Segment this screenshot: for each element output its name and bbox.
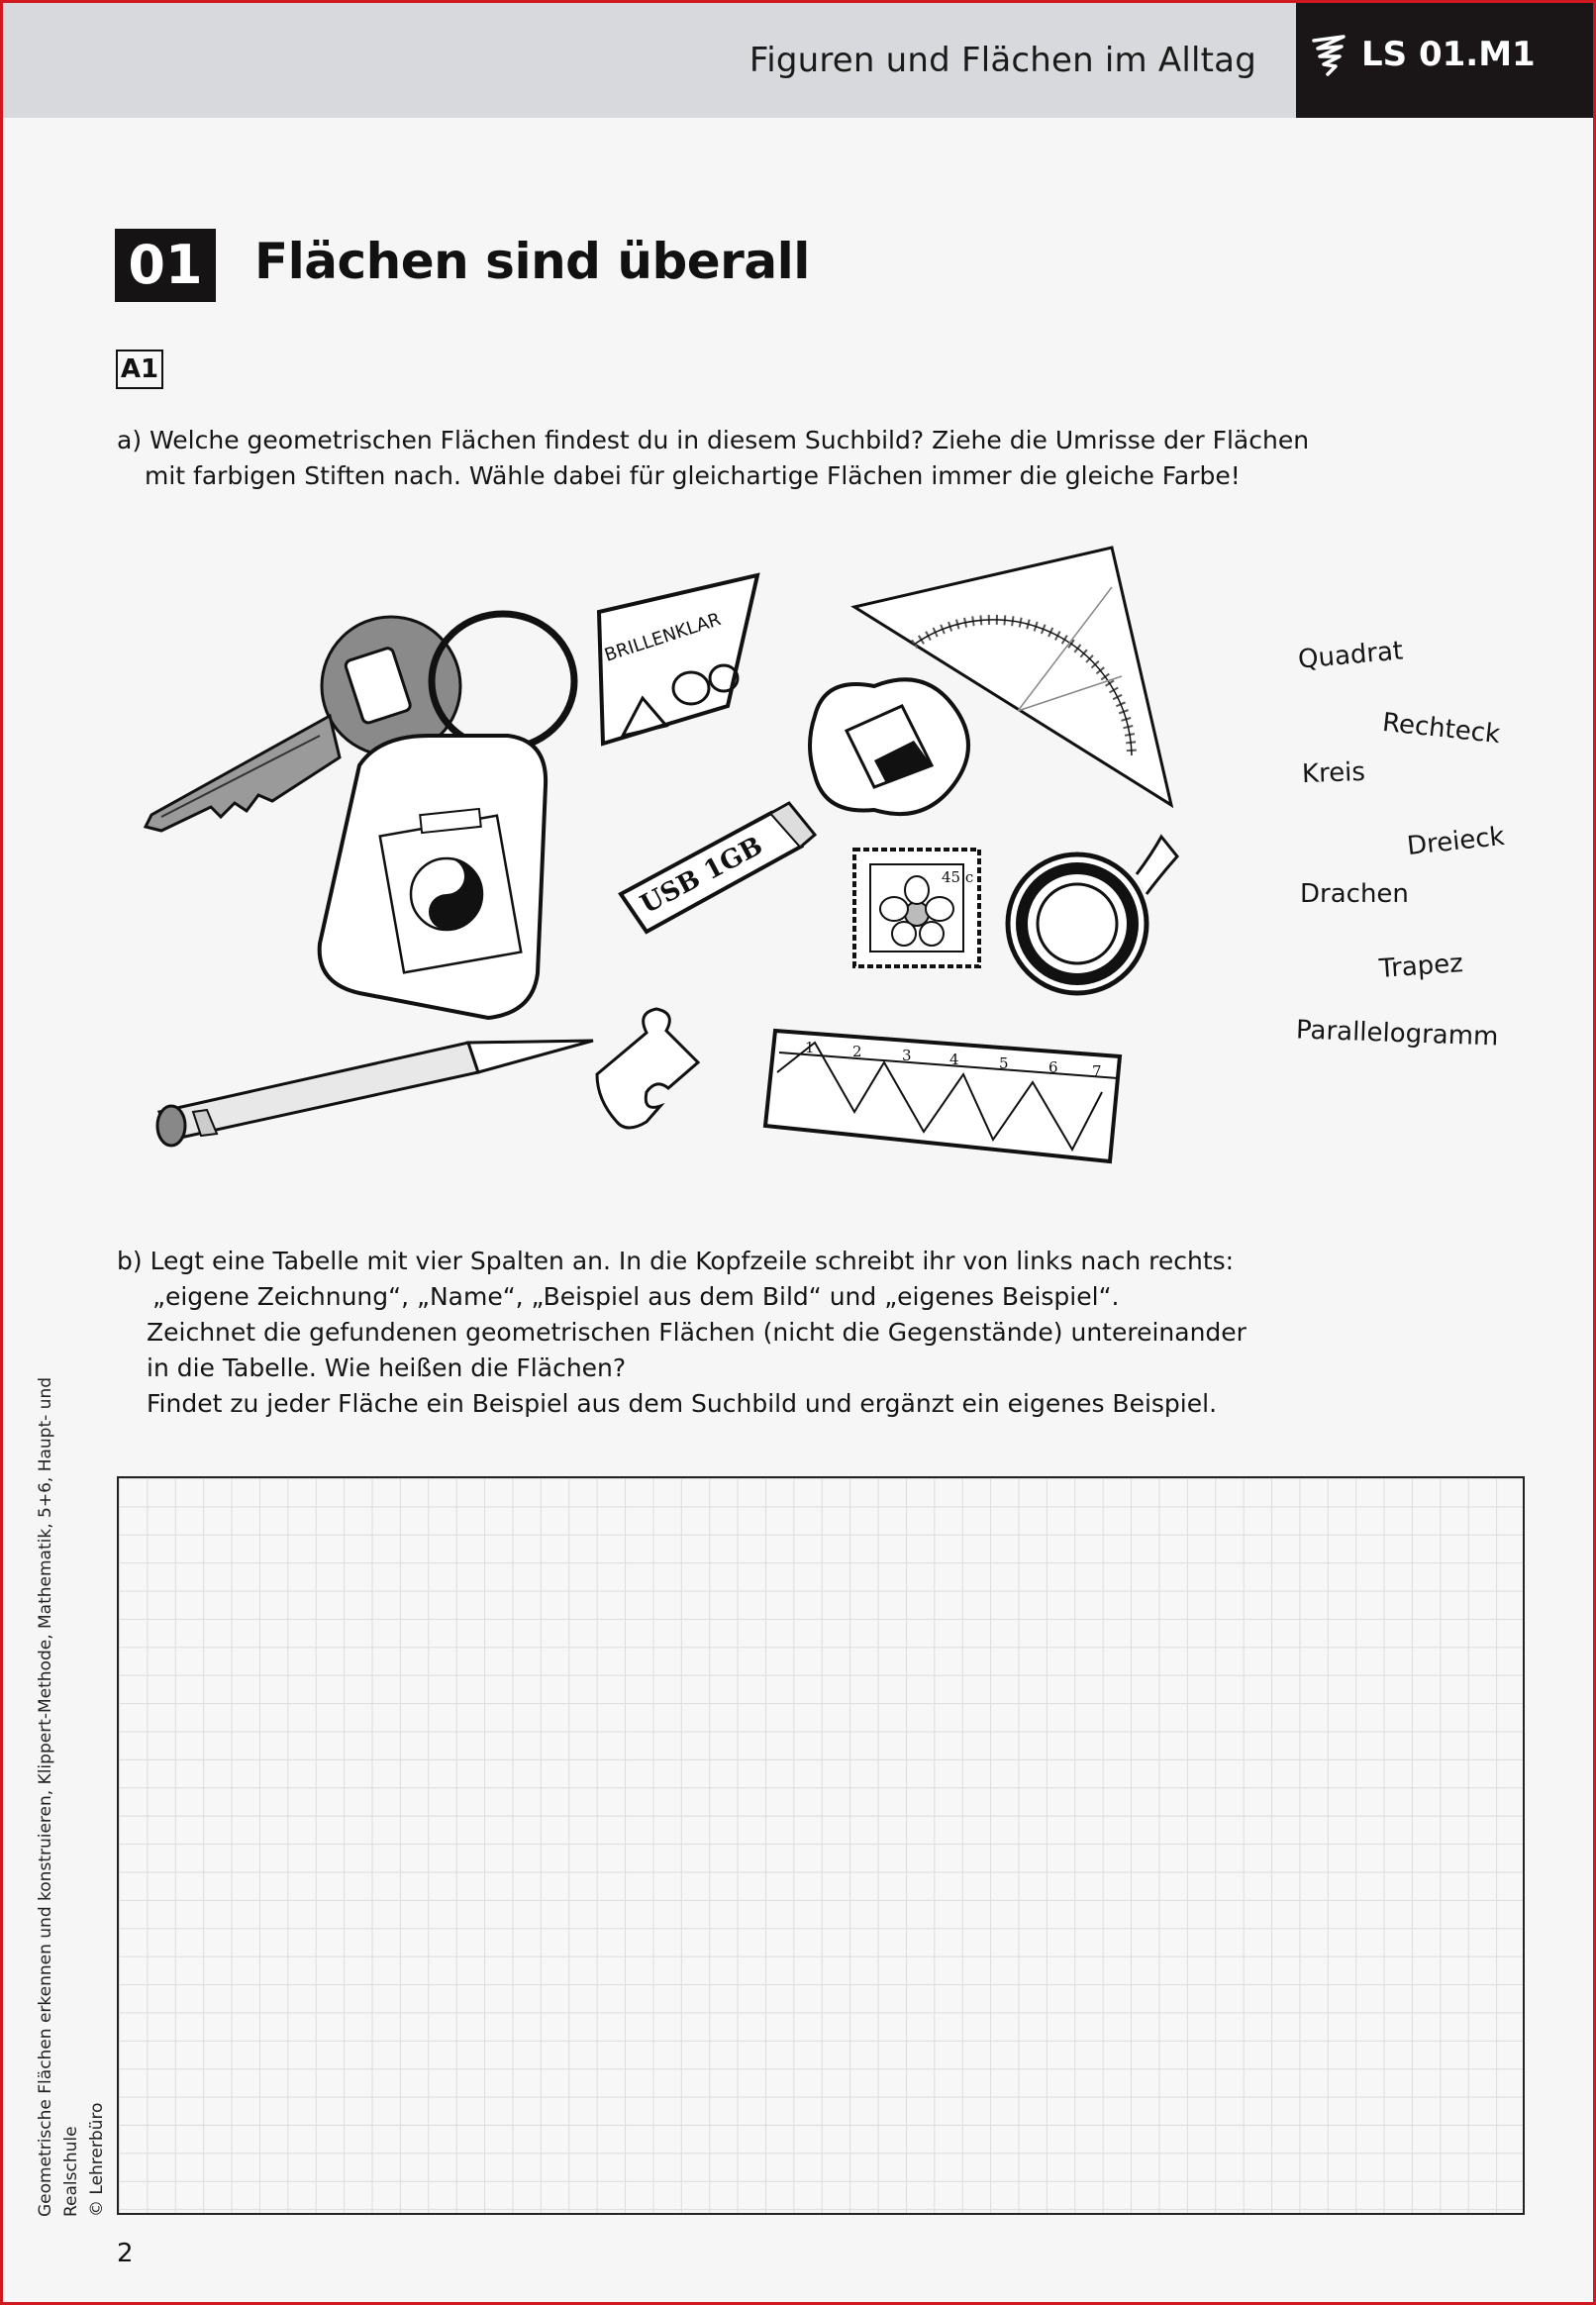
task-a-line-2: mit farbigen Stiften nach. Wähle dabei für gleichartige Flächen immer die gleiche Farbe! — [145, 461, 1241, 490]
ruler-num-6: 6 — [1048, 1058, 1058, 1076]
header-bar — [3, 3, 1296, 118]
usb-stick-icon — [621, 803, 815, 932]
task-b-line-3: Zeichnet die gefundenen geometrischen Flächen (nicht die Gegenstände) untereinander — [147, 1318, 1247, 1347]
side-credit — [33, 1326, 110, 2217]
shape-word-trapez: Trapez — [1378, 949, 1464, 984]
worksheet-code: LS 01.M1 — [1361, 35, 1536, 74]
glasses-card-icon — [599, 575, 757, 744]
ruler-icon — [765, 1031, 1120, 1161]
ruler-num-7: 7 — [1092, 1062, 1102, 1080]
shape-word-parallelogramm: Parallelogramm — [1295, 1015, 1499, 1052]
search-picture-illustration — [132, 528, 1241, 1201]
sticker-icon — [810, 679, 968, 814]
shape-word-drachen: Drachen — [1300, 879, 1409, 909]
ruler-num-2: 2 — [852, 1043, 862, 1060]
shape-word-quadrat: Quadrat — [1296, 636, 1405, 675]
task-b-line-5: Findet zu jeder Fläche ein Beispiel aus dem Suchbild und ergänzt ein eigenes Beispiel. — [147, 1389, 1218, 1418]
stamp-value: 45 c — [942, 868, 974, 886]
task-b-line-2: „eigene Zeichnung“, „Name“, „Beispiel aus dem Bild“ und „eigenes Beispiel“. — [152, 1282, 1120, 1311]
task-part-b — [117, 1244, 1285, 1422]
shape-word-kreis: Kreis — [1301, 756, 1366, 790]
keychain-tag-icon — [320, 736, 546, 1018]
puzzle-piece-icon — [597, 1009, 698, 1128]
pencil-icon — [157, 1041, 593, 1146]
credit-line-1: Geometrische Flächen erkennen und konstruieren, Klippert-Methode, Mathematik, 5+6, Haupt- und Realschule — [36, 1376, 81, 2217]
stamp-icon — [854, 850, 979, 966]
credit-line-2: © Lehrerbüro — [87, 2102, 107, 2217]
section-title: Flächen sind überall — [254, 233, 810, 290]
ruler-num-3: 3 — [902, 1047, 912, 1064]
task-b-line-1: b) Legt eine Tabelle mit vier Spalten an. In die Kopfzeile schreibt ihr von links nach rechts: — [117, 1247, 1235, 1275]
task-b-line-4: in die Tabelle. Wie heißen die Flächen? — [147, 1353, 627, 1382]
section-number: 01 — [115, 229, 216, 302]
shape-word-dreieck: Dreieck — [1405, 821, 1507, 862]
usb-label: USB 1GB — [636, 831, 768, 921]
card-label: BRILLENKLAR — [602, 609, 724, 666]
header-title: Figuren und Flächen im Alltag — [748, 41, 1256, 80]
ruler-num-5: 5 — [999, 1054, 1009, 1072]
publisher-logo-icon — [1310, 35, 1349, 78]
task-a-line-1: a) Welche geometrischen Flächen findest du in diesem Suchbild? Ziehe die Umrisse der Flächen — [117, 426, 1310, 454]
ruler-num-1: 1 — [805, 1039, 815, 1056]
adhesive-tape-icon — [1008, 837, 1177, 993]
answer-grid-area[interactable] — [117, 1476, 1525, 2215]
page-number: 2 — [117, 2239, 134, 2268]
ruler-num-4: 4 — [949, 1051, 959, 1068]
task-badge: A1 — [116, 350, 163, 389]
task-part-a — [117, 423, 1310, 494]
header-code-box — [1296, 3, 1596, 118]
shape-word-rechteck: Rechteck — [1380, 707, 1502, 751]
